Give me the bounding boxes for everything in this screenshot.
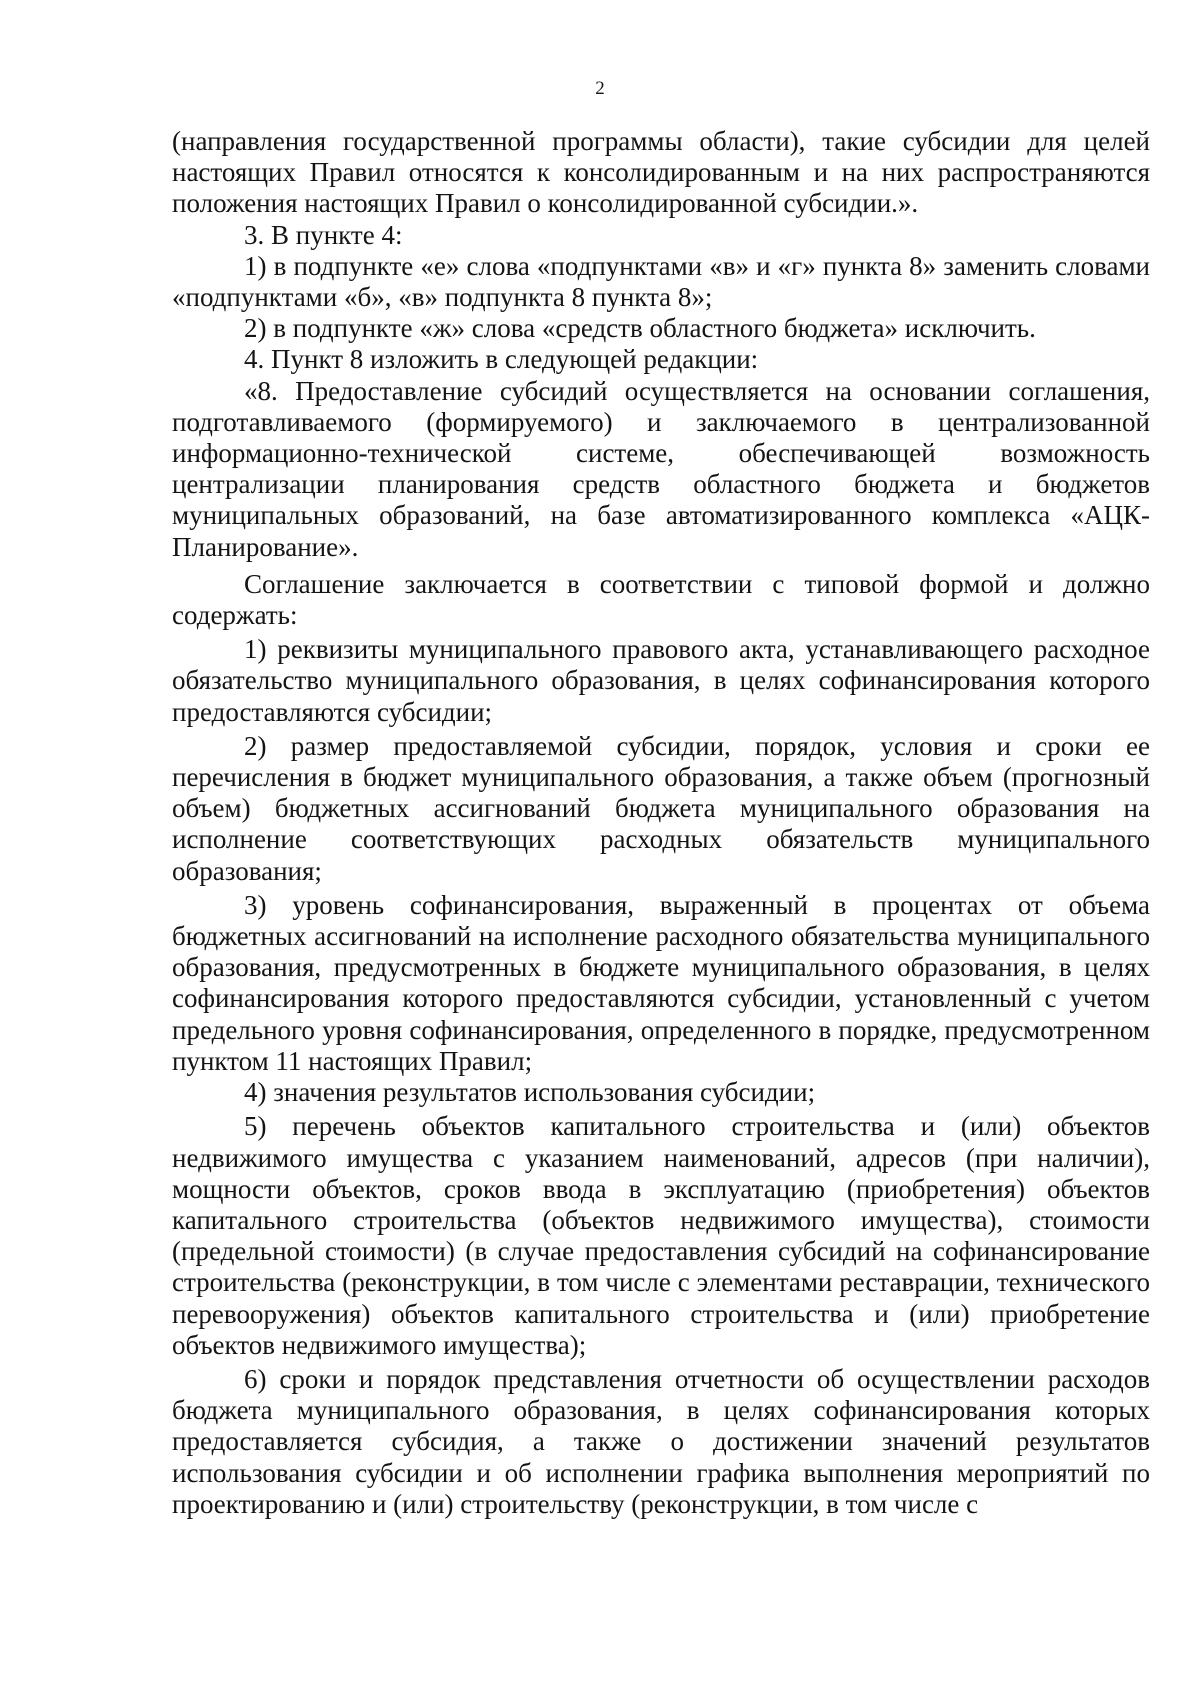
document-body	[172, 126, 1150, 1520]
paragraph-list-item-3: 3) уровень софинансирования, выраженный в процентах от объема бюджетных ассигнований на исполнение расходного обязательства муниципального образования, предусмотренных в бюджете муниципального образования, в целях софинансирования которого предоставляются субсидии, установленный с учетом предельного уровня софинансирования, определенного в порядке, предусмотренном пунктом 11 настоящих Правил;	[172, 889, 1150, 1076]
page-number: 2	[595, 78, 605, 99]
paragraph-list-item-2: 2) размер предоставляемой субсидии, порядок, условия и сроки ее перечисления в бюджет муниципального образования, а также объем (прогнозный объем) бюджетных ассигнований бюджета муниципального образования на исполнение соответствующих расходных обязательств муниципального образования;	[172, 730, 1150, 886]
paragraph-item-4: 4. Пункт 8 изложить в следующей редакции:	[244, 344, 759, 375]
paragraph-list-item-6: 6) сроки и порядок представления отчетности об осуществлении расходов бюджета муниципального образования, в целях софинансирования которых предоставляется субсидия, а также о достижении значений результатов использования субсидии и об исполнении графика выполнения мероприятий по проектированию и (или) строительству (реконструкции, в том числе с	[172, 1363, 1150, 1519]
paragraph-clause-8: «8. Предоставление субсидий осуществляется на основании соглашения, подготавливаемого (формируемого) и заключаемого в централизованной информационно-технической системе, обеспечивающей возможность централизации планирования средств областного бюджета и бюджетов муниципальных образований, на базе автоматизированного комплекса «АЦК-Планирование».	[172, 375, 1150, 562]
paragraph-list-item-4: 4) значения результатов использования субсидии;	[244, 1077, 816, 1108]
paragraph-subitem-3-1: 1) в подпункте «е» слова «подпунктами «в» и «г» пункта 8» заменить словами «подпунктами «б», «в» подпункта 8 пункта 8»;	[172, 250, 1150, 313]
paragraph-continuation: (направления государственной программы области), такие субсидии для целей настоящих Правил относятся к консолидированным и на них распространяются положения настоящих Правил о консолидированной субсидии.».	[172, 126, 1150, 219]
paragraph-subitem-3-2: 2) в подпункте «ж» слова «средств областного бюджета» исключить.	[244, 313, 1036, 344]
paragraph-item-3: 3. В пункте 4:	[244, 219, 403, 250]
paragraph-agreement: Соглашение заключается в соответствии с типовой формой и должно содержать:	[172, 568, 1150, 631]
paragraph-list-item-5: 5) перечень объектов капитального строительства и (или) объектов недвижимого имущества с указанием наименований, адресов (при наличии), мощности объектов, сроков ввода в эксплуатацию (приобретения) объектов капитального строительства (объектов недвижимого имущества), стоимости (предельной стоимости) (в случае предоставления субсидий на софинансирование строительства (реконструкции, в том числе с элементами реставрации, технического перевооружения) объектов капитального строительства и (или) приобретение объектов недвижимого имущества);	[172, 1111, 1150, 1360]
paragraph-list-item-1: 1) реквизиты муниципального правового акта, устанавливающего расходное обязательство муниципального образования, в целях софинансирования которого предоставляются субсидии;	[172, 634, 1150, 727]
